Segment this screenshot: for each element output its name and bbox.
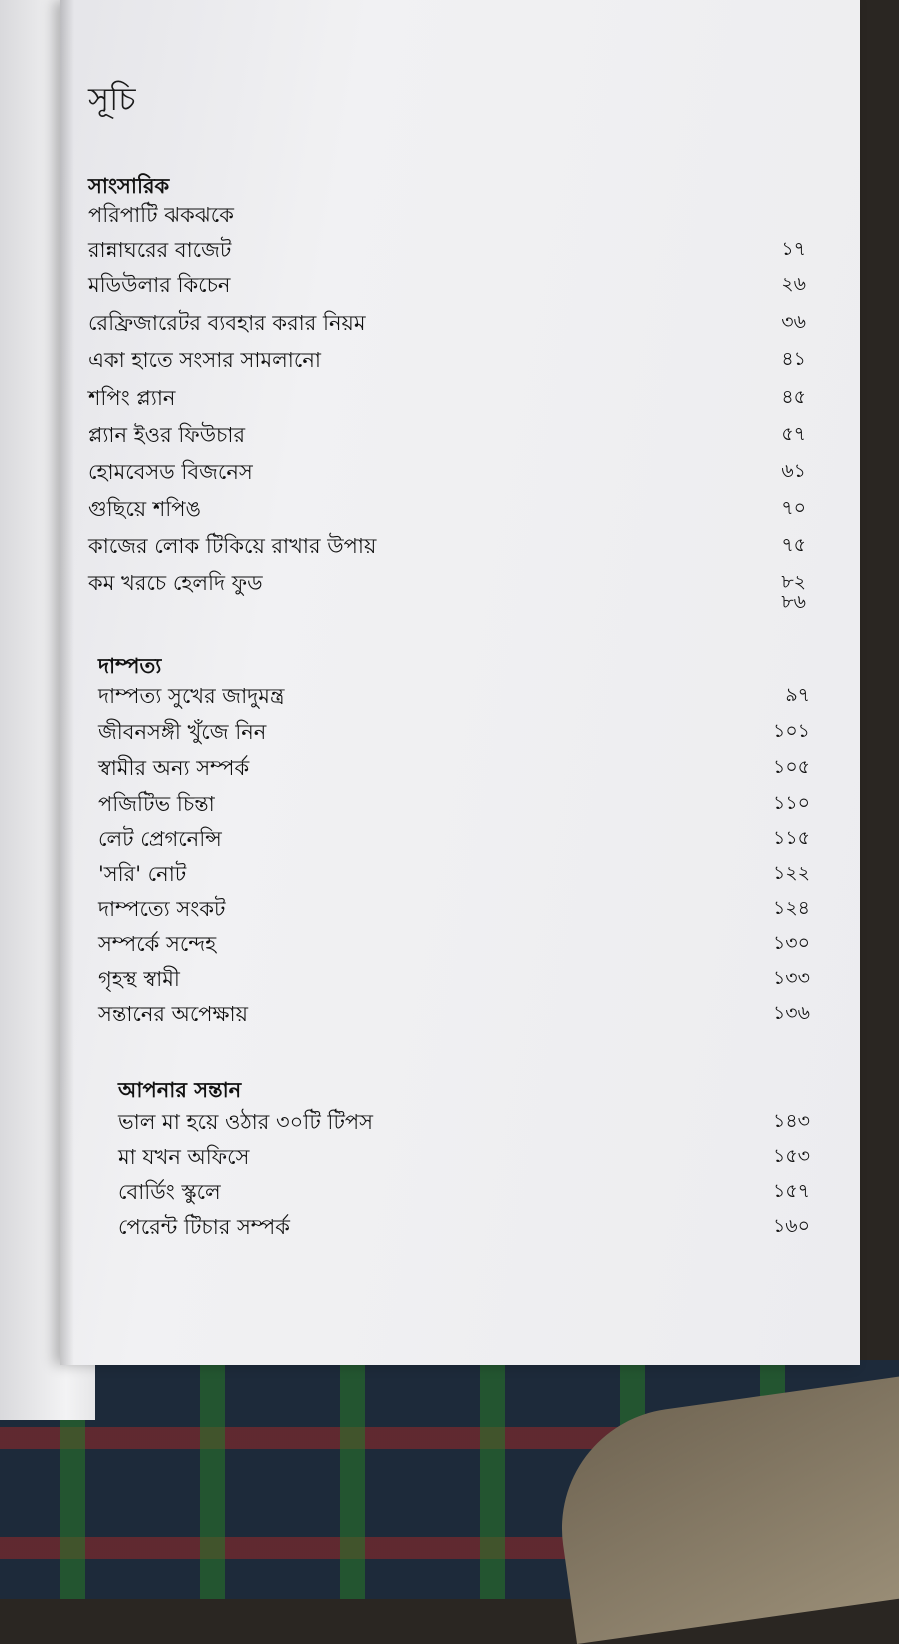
entry-page: ৪১ [781, 348, 806, 370]
entry-page: ১৩০ [772, 932, 810, 954]
entry-page: ১৬০ [772, 1215, 810, 1237]
toc-entry [98, 823, 810, 857]
entry-page: ১০১ [772, 720, 810, 742]
entry-title: পরিপাটি ঝকঝকে [88, 202, 234, 227]
entry-title: সন্তানের অপেক্ষায় [98, 1001, 248, 1026]
entry-title: গুছিয়ে শপিঙ [88, 496, 201, 521]
entry-page: ৬১ [781, 460, 806, 482]
entry-page: ১২৪ [772, 897, 810, 919]
toc-entry [98, 788, 810, 822]
toc-entry [98, 858, 810, 892]
toc-entry [118, 1106, 810, 1140]
entry-page: ৭৫ [781, 534, 806, 556]
entry-title: লেট প্রেগনেন্সি [98, 826, 222, 851]
toc-entry [98, 893, 810, 927]
toc-entry [88, 592, 806, 616]
entry-title: রেফ্রিজারেটর ব্যবহার করার নিয়ম [88, 310, 366, 335]
entry-page: ৮২ [781, 571, 806, 593]
entry-page: ১৩৩ [772, 967, 810, 989]
entry-title: ভাল মা হয়ে ওঠার ৩০টি টিপস [118, 1109, 374, 1134]
toc-entry [98, 963, 810, 997]
entry-page: ১৭ [781, 238, 806, 260]
section-title-marriage: দাম্পত্য [98, 654, 162, 678]
entry-title: পেরেন্ট টিচার সম্পর্ক [118, 1214, 290, 1239]
toc-entry [88, 234, 806, 268]
toc-entry [88, 530, 806, 564]
entry-title: কম খরচে হেলদি ফুড [88, 570, 263, 595]
toc-entry [98, 716, 810, 750]
entry-title: শপিং প্ল্যান [88, 385, 176, 410]
entry-page: ৪৫ [781, 386, 806, 408]
entry-page: ১৫৩ [772, 1145, 810, 1167]
entry-page: ১০৫ [772, 756, 810, 778]
entry-title: মা যখন অফিসে [118, 1144, 250, 1169]
toc-entry [88, 493, 806, 527]
entry-page: ২৬ [781, 273, 806, 295]
entry-page: ১৫৭ [772, 1180, 810, 1202]
entry-title: বোর্ডিং স্কুলে [118, 1179, 221, 1204]
entry-page: ৮৬ [781, 591, 806, 613]
entry-page: ১১৫ [773, 827, 810, 849]
toc-entry [88, 456, 806, 490]
entry-page: ১১০ [772, 792, 810, 814]
entry-title: দাম্পত্যে সংকট [98, 896, 226, 921]
entry-title: হোমবেসড বিজনেস [88, 459, 253, 484]
toc-entry [118, 1176, 810, 1210]
entry-title: পজিটিভ চিন্তা [98, 791, 215, 816]
entry-page: ১৩৬ [772, 1002, 810, 1024]
section-title-household: সাংসারিক [88, 174, 170, 198]
book-page [60, 0, 860, 1365]
toc-entry [98, 752, 810, 786]
toc-entry [88, 269, 806, 303]
toc-entry [88, 344, 806, 378]
entry-page: ১৪৩ [772, 1110, 810, 1132]
entry-title: প্ল্যান ইওর ফিউচার [88, 422, 246, 447]
entry-title: কাজের লোক টিকিয়ে রাখার উপায় [88, 533, 377, 558]
page-gutter-shadow [60, 0, 74, 1365]
toc-entry [98, 928, 810, 962]
entry-title: 'সরি' নোট [98, 861, 187, 886]
section-title-your-child: আপনার সন্তান [118, 1078, 242, 1102]
toc-entry [88, 307, 806, 341]
entry-page: ১২২ [772, 862, 810, 884]
toc-entry [88, 199, 806, 233]
entry-title: একা হাতে সংসার সামলানো [88, 347, 321, 372]
entry-page: ৭০ [781, 497, 806, 519]
entry-title: রান্নাঘরের বাজেট [88, 237, 232, 262]
entry-title: জীবনসঙ্গী খুঁজে নিন [98, 719, 267, 744]
entry-title: সম্পর্কে সন্দেহ [98, 931, 217, 956]
toc-entry [98, 680, 810, 714]
toc-entry [88, 419, 806, 453]
entry-title: গৃহস্থ স্বামী [98, 966, 180, 991]
entry-title: মডিউলার কিচেন [88, 272, 231, 297]
entry-page: ৯৭ [785, 684, 810, 706]
entry-title: দাম্পত্য সুখের জাদুমন্ত্র [98, 683, 285, 708]
page-title: সূচি [88, 80, 136, 118]
toc-entry [88, 382, 806, 416]
toc-entry [118, 1141, 810, 1175]
toc-entry [98, 998, 810, 1032]
entry-page: ৫৭ [781, 423, 806, 445]
entry-title: স্বামীর অন্য সম্পর্ক [98, 755, 250, 780]
toc-entry [118, 1211, 810, 1245]
entry-page: ৩৬ [781, 311, 806, 333]
